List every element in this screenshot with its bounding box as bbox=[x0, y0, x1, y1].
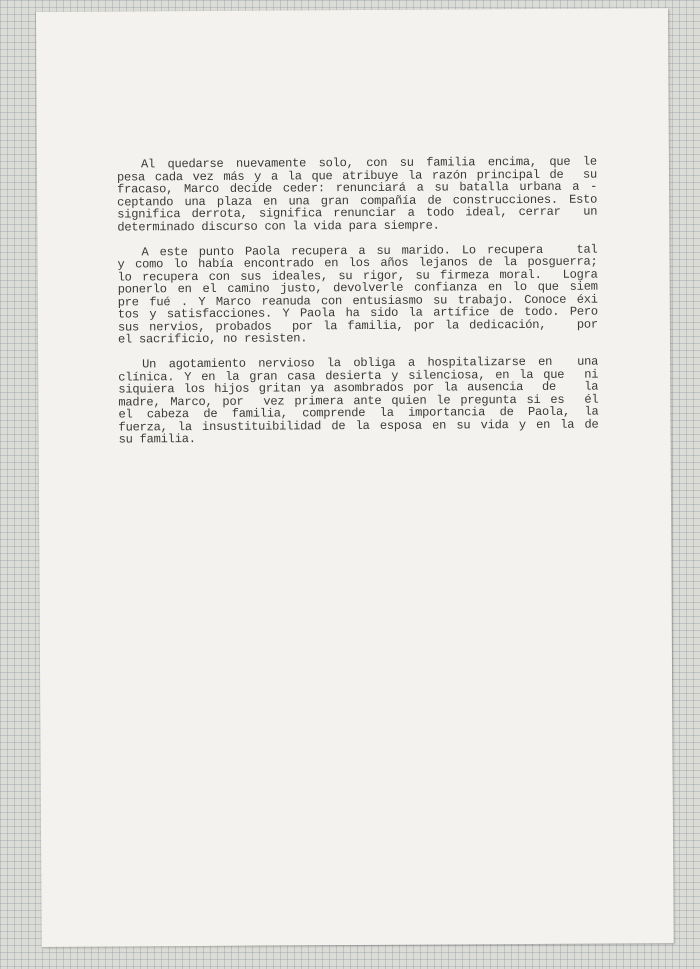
text-line: su familia. bbox=[118, 432, 196, 447]
paragraph-3 bbox=[118, 356, 599, 446]
text-line: y como lo había encontrado en los años lejanos de la posguerra; bbox=[117, 254, 598, 272]
text-line: ceptando una plaza en una gran compañía de construcciones. Esto bbox=[117, 192, 598, 210]
text-line: ponerlo en el camino justo, devolverle confianza en lo que siem bbox=[117, 279, 598, 297]
text-line: el cabeza de familia, comprende la importancia de Paola, la bbox=[118, 404, 599, 422]
paper-sheet bbox=[36, 8, 674, 947]
text-line: fuerza, la insustituibilidad de la esposa en su vida y en la de bbox=[118, 417, 599, 435]
text-line: significa derrota, significa renunciar a todo ideal, cerrar un bbox=[117, 204, 598, 222]
text-line: fracaso, Marco decide ceder: renunciará a su batalla urbana a - bbox=[117, 179, 598, 197]
text-line: determinado discurso con la vida para siempre. bbox=[117, 218, 440, 235]
paragraph-2 bbox=[117, 243, 598, 346]
text-line: tos y satisfacciones. Y Paola ha sido la artífice de todo. Pero bbox=[117, 304, 598, 322]
text-line: el sacrificio, no resisten. bbox=[117, 331, 308, 347]
text-line: Un agotamiento nervioso la obliga a hospitalizarse en una bbox=[142, 354, 599, 372]
text-line: pesa cada vez más y a la que atribuye la razón principal de su bbox=[116, 167, 598, 185]
text-line: sus nervios, probados por la familia, por la dedicación, por bbox=[117, 317, 598, 335]
text-line: Al quedarse nuevamente solo, con su familia encima, que le bbox=[140, 154, 597, 172]
typed-text-body bbox=[117, 156, 599, 459]
text-line: lo recupera con sus ideales, su rigor, su firmeza moral. Logra bbox=[117, 267, 598, 285]
paragraph-1 bbox=[117, 156, 597, 234]
text-line: madre, Marco, por vez primera ante quien le pregunta si es él bbox=[118, 392, 599, 410]
text-line: pre fué . Y Marco reanuda con entusiasmo su trabajo. Conoce éxi bbox=[117, 292, 598, 310]
text-line: A este punto Paola recupera a su marido. Lo recupera tal bbox=[141, 242, 598, 259]
text-line: siquiera los hijos gritan ya asombrados por la ausencia de la bbox=[118, 379, 599, 397]
text-line: clínica. Y en la gran casa desierta y silenciosa, en la que ni bbox=[118, 367, 599, 385]
